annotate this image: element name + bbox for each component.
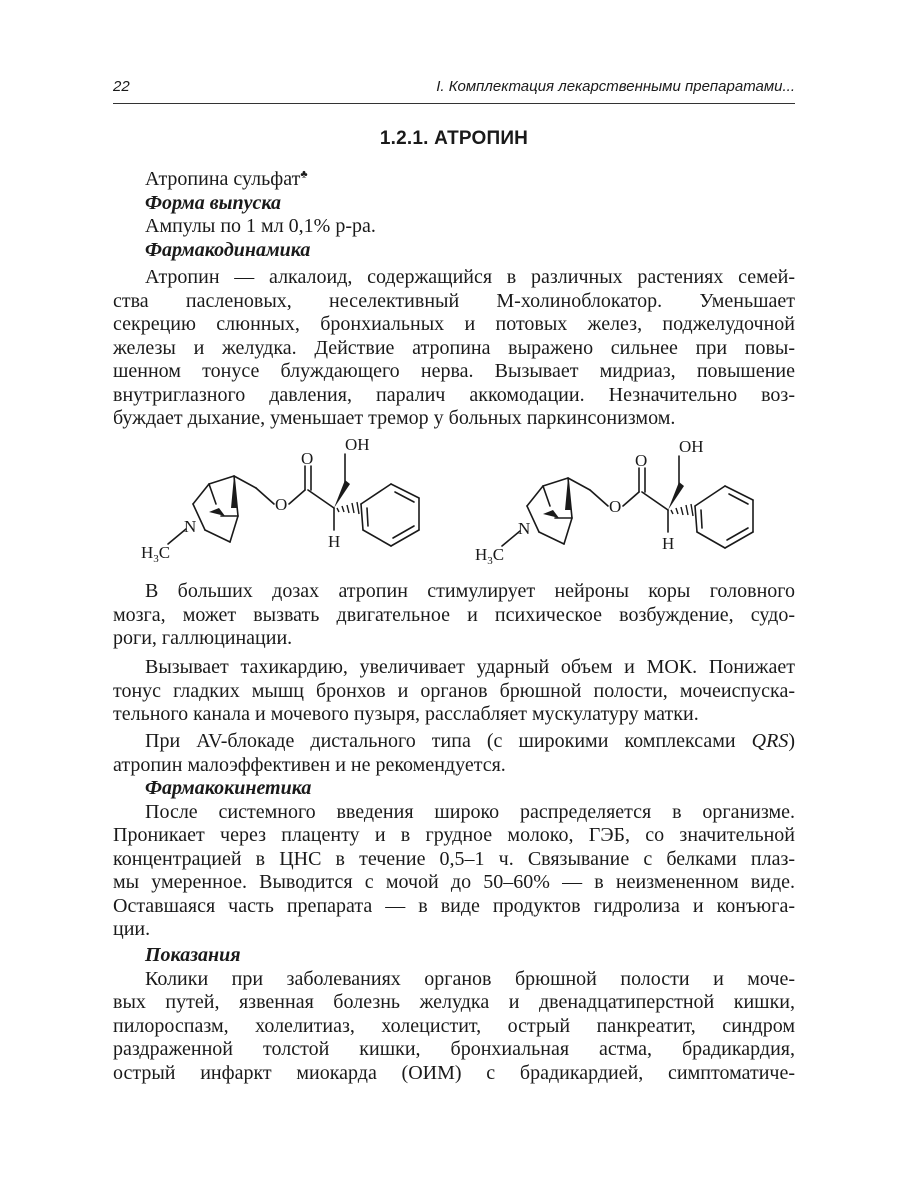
- methyl-h: H: [141, 543, 154, 562]
- section-title: 1.2.1. АТРОПИН: [379, 128, 529, 149]
- header-rule: [113, 103, 795, 104]
- methyl-h: H: [475, 545, 488, 564]
- qrs-term: QRS: [751, 730, 789, 752]
- text-line: В больших дозах атропин стимулирует нейроны коры головного: [145, 580, 795, 602]
- text-line: острый инфаркт миокарда (ОИМ) с брадикардией, симптоматиче-: [113, 1061, 795, 1084]
- drug-name-line: [113, 168, 795, 192]
- ester-o-label: O: [609, 497, 622, 516]
- pharmacodynamics-paragraph: [113, 266, 795, 431]
- text-line: мы умеренное. Выводится с мочой до 50–60% — в неизмененном виде.: [113, 871, 795, 893]
- form-heading: Форма выпуска: [145, 191, 282, 214]
- methyl-subscript: 3: [153, 553, 159, 565]
- indications-heading: Показания: [145, 944, 241, 966]
- page-number: 22: [113, 78, 130, 95]
- pharmacokinetics-heading: Фармакокинетика: [145, 777, 312, 799]
- text-fragment: ): [788, 730, 795, 752]
- running-header: [113, 76, 795, 102]
- atropine-structure: [475, 437, 753, 567]
- text-line: раздраженной толстой кишки, бронхиальная астма, брадикардия,: [113, 1038, 795, 1060]
- text-line: железы и желудка. Действие атропина выражено сильнее при повы-: [113, 336, 795, 359]
- h-label: H: [328, 532, 341, 551]
- oh-label: OH: [679, 437, 704, 456]
- methyl-label: [475, 545, 504, 567]
- indications-section: [113, 944, 795, 1085]
- club-mark-icon: ♣: [300, 168, 308, 181]
- text-line: атропин малоэффективен и не рекомендуется.: [113, 753, 506, 776]
- carbonyl-o-label: O: [301, 449, 314, 468]
- h-label: H: [662, 534, 675, 553]
- text-line: ции.: [113, 918, 151, 940]
- running-title: I. Комплектация лекарственными препаратами...: [436, 78, 795, 95]
- text-line: концентрацией в ЦНС в течение 0,5–1 ч. Связывание с белками плаз-: [113, 847, 795, 870]
- paragraph-large-doses: [113, 580, 795, 651]
- text-line: Атропин — алкалоид, содержащийся в различных растениях семей-: [145, 266, 795, 288]
- methyl-subscript: 3: [487, 555, 493, 567]
- text-fragment: При AV-блокаде дистального типа (с широкими комплексами: [145, 730, 752, 752]
- pharmacodynamics-heading: Фармакодинамика: [145, 238, 311, 261]
- drug-name: Атропина сульфат: [145, 168, 301, 190]
- text-line: Колики при заболеваниях органов брюшной полости и моче-: [145, 967, 795, 990]
- text-line: роги, галлюцинации.: [113, 627, 293, 649]
- text-line: [113, 730, 795, 754]
- n-label: N: [518, 519, 531, 538]
- intro-block: [113, 168, 795, 262]
- text-line: тельного канала и мочевого пузыря, расслабляет мускулатуру матки.: [113, 703, 699, 725]
- n-label: N: [184, 517, 197, 536]
- ester-o-label: O: [275, 495, 288, 514]
- text-line: секрецию слюнных, бронхиальных и потовых желез, поджелудочной: [113, 313, 795, 335]
- text-line: тонус гладких мышц бронхов и органов брюшной полости, мочеиспуска-: [113, 679, 795, 702]
- text-line: После системного введения широко распределяется в организме.: [145, 800, 795, 823]
- methyl-label: [141, 543, 170, 565]
- carbonyl-o-label: O: [635, 451, 648, 470]
- text-line: Оставшаяся часть препарата — в виде продуктов гидролиза и конъюга-: [113, 894, 795, 917]
- atropine-structure: [141, 436, 419, 565]
- text-line: Вызывает тахикардию, увеличивает ударный объем и МОК. Понижает: [145, 656, 795, 678]
- paragraph-av-block: [113, 730, 795, 777]
- text-line: вых путей, язвенная болезнь желудка и двенадцатиперстной кишки,: [113, 991, 795, 1013]
- structural-formulas: [113, 436, 795, 576]
- text-line: шенном тонусе блуждающего нерва. Вызывает мидриаз, повышение: [113, 360, 795, 382]
- text-line: пилороспазм, холелитиаз, холецистит, острый панкреатит, синдром: [113, 1014, 795, 1037]
- methyl-c: C: [492, 545, 505, 564]
- pharmacokinetics-section: [113, 777, 795, 942]
- paragraph-tachycardia: [113, 656, 795, 727]
- text-line: Проникает через плаценту и в грудное молоко, ГЭБ, со значительной: [113, 824, 795, 846]
- text-line: мозга, может вызвать двигательное и психическое возбуждение, судо-: [113, 603, 795, 626]
- text-line: буждает дыхание, уменьшает тремор у больных паркинсонизмом.: [113, 407, 676, 429]
- form-text: Ампулы по 1 мл 0,1% р-ра.: [145, 215, 376, 237]
- oh-label: OH: [345, 436, 370, 454]
- methyl-c: C: [158, 543, 171, 562]
- text-line: внутриглазного давления, паралич аккомодации. Незначительно воз-: [113, 383, 795, 406]
- structural-formulas-svg: [113, 436, 795, 576]
- text-line: ства пасленовых, неселективный М-холиноблокатор. Уменьшает: [113, 289, 795, 312]
